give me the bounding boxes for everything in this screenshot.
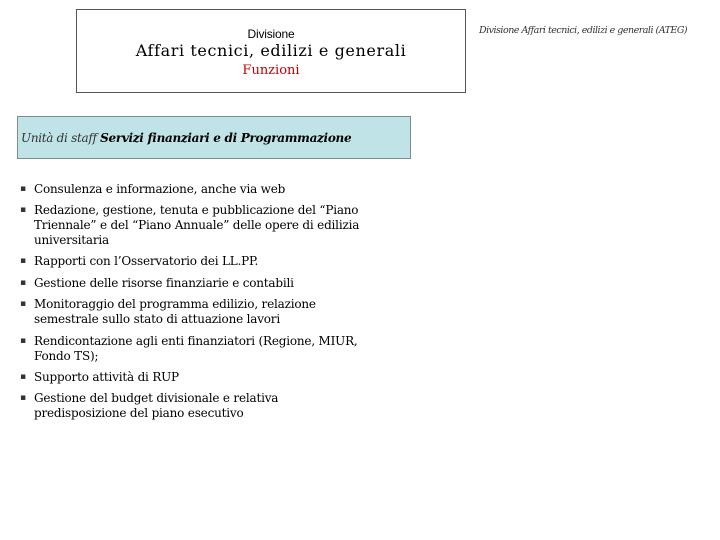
division-label: Divisione [247, 27, 295, 41]
functions-label: Funzioni [242, 63, 300, 78]
list-item-text: Gestione del budget divisionale e relativa predisposizione del piano esecutivo [34, 391, 279, 420]
bullet-icon: ▪ [20, 278, 27, 288]
staff-unit-prefix: Unità di staff [21, 131, 97, 145]
list-item-text: Gestione delle risorse finanziarie e contabili [34, 276, 294, 290]
list-item-text: Rapporti con l’Osservatorio dei LL.PP. [34, 254, 259, 268]
bullet-icon: ▪ [20, 205, 27, 215]
bullet-icon: ▪ [20, 393, 27, 403]
staff-unit-box [17, 116, 411, 159]
staff-unit-name: Servizi finanziari e di Programmazione [100, 131, 352, 145]
slide-corner-label: Divisione Affari tecnici, edilizi e generali (ATEG) [479, 25, 688, 36]
list-item-text: Monitoraggio del programma edilizio, relazione semestrale sullo stato di attuazione lavori [34, 297, 316, 326]
list-item-text: Redazione, gestione, tenuta e pubblicazione del “Piano Triennale” e del “Piano Annuale” delle opere di edilizia universitaria [34, 203, 360, 247]
list-item-text: Consulenza e informazione, anche via web [34, 182, 286, 196]
staff-unit-title [21, 131, 351, 145]
list-item-text: Rendicontazione agli enti finanziatori (Regione, MIUR, Fondo TS); [34, 334, 358, 363]
division-header-box [76, 9, 466, 93]
bullet-icon: ▪ [20, 184, 27, 194]
bullet-icon: ▪ [20, 256, 27, 266]
bullet-icon: ▪ [20, 372, 27, 382]
bullet-icon: ▪ [20, 336, 27, 346]
bullet-icon: ▪ [20, 299, 27, 309]
division-name: Affari tecnici, edilizi e generali [135, 41, 407, 60]
list-item-text: Supporto attività di RUP [34, 370, 179, 384]
